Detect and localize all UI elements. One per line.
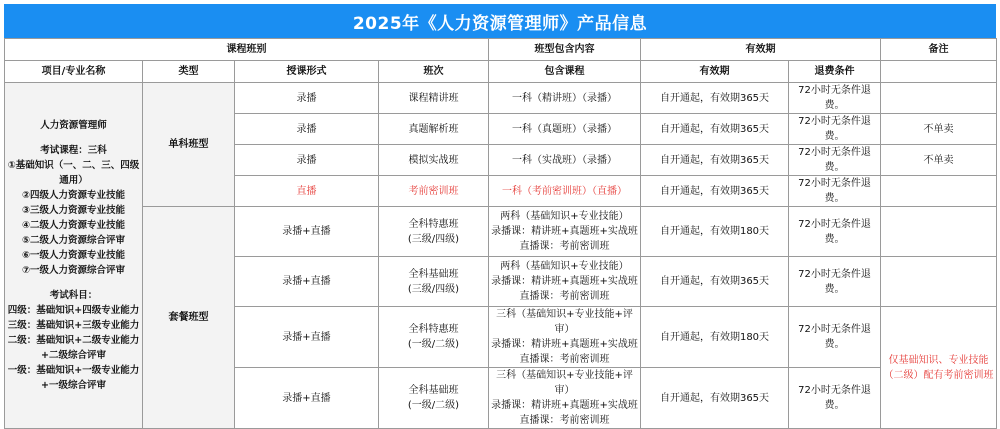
course-line: 直播课：考前密训班 bbox=[519, 291, 610, 302]
course-line: 直播课：考前密训班 bbox=[519, 241, 610, 252]
course-line: 直播课：考前密训班 bbox=[519, 415, 610, 426]
exam-subject-item: 一级：基础知识+一级专业能力+一级综合评审 bbox=[7, 365, 140, 391]
class-cell bbox=[379, 257, 489, 307]
validity-cell: 自开通起，有效期365天 bbox=[641, 176, 789, 207]
col-header-project: 项目/专业名称 bbox=[5, 61, 143, 83]
refund-cell: 72小时无条件退费。 bbox=[789, 83, 881, 114]
mode-cell: 录播 bbox=[235, 145, 379, 176]
class-name: 全科特惠班 bbox=[408, 218, 459, 230]
project-info-cell bbox=[5, 83, 143, 429]
refund-cell: 72小时无条件退费。 bbox=[789, 368, 881, 429]
validity-cell: 自开通起，有效期180天 bbox=[641, 307, 789, 368]
col-header-validity: 有效期 bbox=[641, 61, 789, 83]
class-cell bbox=[379, 207, 489, 257]
course-line: 录播课：精讲班+真题班+实战班 bbox=[491, 400, 638, 411]
validity-cell: 自开通起，有效期365天 bbox=[641, 114, 789, 145]
refund-cell: 72小时无条件退费。 bbox=[789, 176, 881, 207]
class-name: 全科基础班 bbox=[408, 385, 459, 396]
col-header-remark bbox=[881, 61, 997, 83]
courses-cell bbox=[489, 257, 641, 307]
col-header-type: 类型 bbox=[143, 61, 235, 83]
remark-cell: 不单卖 bbox=[881, 145, 997, 176]
courses-cell bbox=[489, 368, 641, 429]
mode-cell: 直播 bbox=[235, 176, 379, 207]
column-header-row bbox=[5, 61, 997, 83]
courses-cell: 一科（考前密训班）（直播） bbox=[489, 176, 641, 207]
mode-cell: 录播 bbox=[235, 114, 379, 145]
remark-cell bbox=[881, 207, 997, 257]
col-header-class: 班次 bbox=[379, 61, 489, 83]
validity-cell: 自开通起，有效期365天 bbox=[641, 257, 789, 307]
remark-cell bbox=[881, 257, 997, 307]
courses-cell bbox=[489, 307, 641, 368]
class-level: (三级/四级) bbox=[407, 233, 460, 245]
course-item: ②四级人力资源专业技能 bbox=[21, 190, 126, 201]
course-line: 录播课：精讲班+真题班+实战班 bbox=[491, 226, 638, 237]
refund-cell: 72小时无条件退费。 bbox=[789, 307, 881, 368]
class-cell bbox=[379, 307, 489, 368]
mode-cell: 录播+直播 bbox=[235, 207, 379, 257]
class-level: (三级/四级) bbox=[407, 283, 460, 295]
refund-cell: 72小时无条件退费。 bbox=[789, 207, 881, 257]
class-level: (一级/二级) bbox=[407, 339, 460, 350]
type-single: 单科班型 bbox=[143, 83, 235, 207]
remark-cell bbox=[881, 176, 997, 207]
group-header-course: 课程班别 bbox=[5, 39, 489, 61]
course-item: ⑦一级人力资源综合评审 bbox=[21, 265, 126, 276]
col-header-mode: 授课形式 bbox=[235, 61, 379, 83]
exam-subject-item: 三级：基础知识+三级专业能力 bbox=[7, 320, 140, 331]
product-table bbox=[4, 38, 997, 429]
class-level: (一级/二级) bbox=[407, 400, 460, 411]
class-cell: 课程精讲班 bbox=[379, 83, 489, 114]
page-title: 2025年《人力资源管理师》产品信息 bbox=[4, 4, 996, 38]
mode-cell: 录播+直播 bbox=[235, 307, 379, 368]
mode-cell: 录播 bbox=[235, 83, 379, 114]
refund-cell: 72小时无条件退费。 bbox=[789, 145, 881, 176]
refund-cell: 72小时无条件退费。 bbox=[789, 257, 881, 307]
remark-cell bbox=[881, 83, 997, 114]
package-remark: 仅基础知识、专业技能（二级）配有考前密训班 bbox=[881, 307, 997, 429]
class-cell bbox=[379, 368, 489, 429]
type-package: 套餐班型 bbox=[143, 207, 235, 429]
validity-cell: 自开通起，有效期180天 bbox=[641, 207, 789, 257]
courses-cell: 一科（精讲班）（录播） bbox=[489, 83, 641, 114]
validity-cell: 自开通起，有效期365天 bbox=[641, 83, 789, 114]
col-header-courses: 包含课程 bbox=[489, 61, 641, 83]
validity-cell: 自开通起，有效期365天 bbox=[641, 145, 789, 176]
courses-cell bbox=[489, 207, 641, 257]
mode-cell: 录播+直播 bbox=[235, 368, 379, 429]
exam-subject-item: 四级：基础知识+四级专业能力 bbox=[7, 305, 140, 316]
course-line: 录播课：精讲班+真题班+实战班 bbox=[491, 276, 638, 287]
course-line: 两科（基础知识+专业技能） bbox=[500, 211, 629, 222]
course-line: 三科（基础知识+专业技能+评审） bbox=[496, 370, 633, 396]
col-header-refund: 退费条件 bbox=[789, 61, 881, 83]
courses-cell: 一科（实战班）（录播） bbox=[489, 145, 641, 176]
course-line: 三科（基础知识+专业技能+评审） bbox=[496, 309, 633, 335]
group-header-remark: 备注 bbox=[881, 39, 997, 61]
table-row bbox=[5, 207, 997, 257]
course-line: 录播课：精讲班+真题班+实战班 bbox=[491, 339, 638, 350]
group-header-row bbox=[5, 39, 997, 61]
exam-subject-item: 二级：基础知识+二级专业能力+二级综合评审 bbox=[7, 335, 140, 361]
courses-cell: 一科（真题班）（录播） bbox=[489, 114, 641, 145]
course-item: ③三级人力资源专业技能 bbox=[21, 205, 126, 216]
mode-cell: 录播+直播 bbox=[235, 257, 379, 307]
exam-subjects-title: 考试科目： bbox=[49, 290, 98, 301]
course-line: 两科（基础知识+专业技能） bbox=[500, 261, 629, 272]
exam-courses-title: 考试课程：三科 bbox=[40, 145, 107, 156]
class-name: 全科特惠班 bbox=[408, 324, 459, 335]
course-item: ①基础知识（一、二、三、四级通用） bbox=[7, 160, 140, 186]
class-cell: 考前密训班 bbox=[379, 176, 489, 207]
class-name: 全科基础班 bbox=[408, 268, 459, 280]
remark-cell: 不单卖 bbox=[881, 114, 997, 145]
course-item: ⑥一级人力资源专业技能 bbox=[21, 250, 126, 261]
group-header-content: 班型包含内容 bbox=[489, 39, 641, 61]
course-item: ④二级人力资源专业技能 bbox=[21, 220, 126, 231]
group-header-validity: 有效期 bbox=[641, 39, 881, 61]
course-line: 直播课：考前密训班 bbox=[519, 354, 610, 365]
validity-cell: 自开通起，有效期365天 bbox=[641, 368, 789, 429]
course-item: ⑤二级人力资源综合评审 bbox=[21, 235, 126, 246]
refund-cell: 72小时无条件退费。 bbox=[789, 114, 881, 145]
class-cell: 真题解析班 bbox=[379, 114, 489, 145]
class-cell: 模拟实战班 bbox=[379, 145, 489, 176]
table-row bbox=[5, 83, 997, 114]
project-name: 人力资源管理师 bbox=[40, 120, 107, 131]
